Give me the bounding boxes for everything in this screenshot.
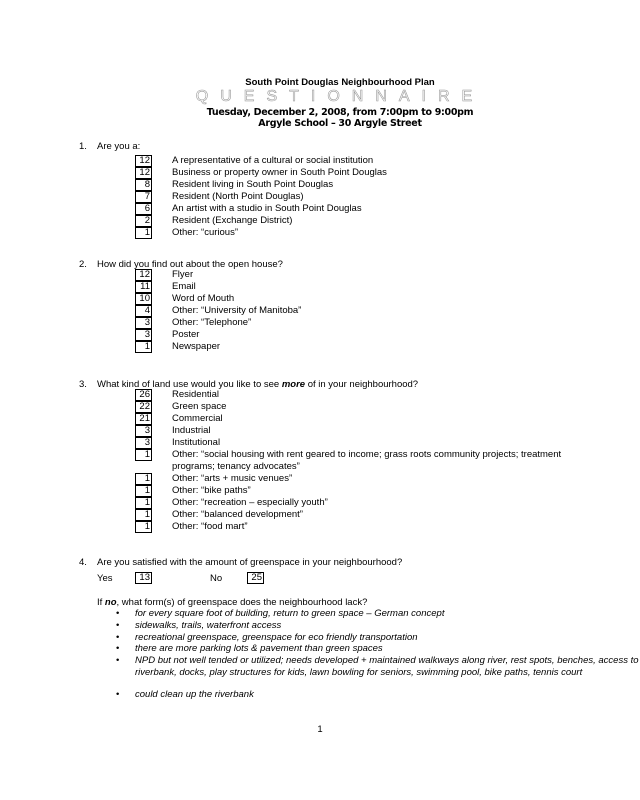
bullet-icon: •: [116, 689, 120, 700]
event-location: Argyle School – 30 Argyle Street: [258, 118, 422, 129]
followup-question: [97, 597, 367, 608]
count-box: 11: [135, 281, 152, 293]
count-box: 3: [135, 437, 152, 449]
bullet-icon: •: [116, 643, 120, 654]
count-box: 1: [135, 509, 152, 521]
option-label: Word of Mouth: [172, 293, 235, 304]
question-text-start: What kind of land use would you like to see: [97, 379, 282, 390]
option-label: Institutional: [172, 437, 221, 448]
option-label: Poster: [172, 329, 200, 340]
question-number: 4.: [79, 557, 87, 568]
count-box: 7: [135, 191, 152, 203]
question-text-end: of in your neighbourhood?: [305, 379, 419, 390]
page-number: 1: [317, 724, 323, 735]
questionnaire-banner: QUESTIONNAIRE: [195, 88, 485, 105]
count-box: 1: [135, 473, 152, 485]
count-box: 1: [135, 227, 152, 239]
option-label: Other: “social housing with rent geared to income; grass roots community projects; treatment programs; tenancy advocates”: [172, 449, 562, 472]
option-label: Other: “arts + music venues”: [172, 473, 293, 484]
bullet-text: sidewalks, trails, waterfront access: [135, 620, 282, 631]
count-box: 12: [135, 167, 152, 179]
followup-prefix: If: [97, 597, 105, 608]
option-label: Other: “curious”: [172, 227, 238, 238]
option-label: Residential: [172, 389, 219, 400]
count-box: 1: [135, 341, 152, 353]
bullet-icon: •: [116, 620, 120, 631]
bullet-icon: •: [116, 608, 120, 619]
emphasis-no: no: [104, 597, 117, 608]
option-label: Email: [172, 281, 196, 292]
count-box: 12: [135, 269, 152, 281]
yes-count-box: 13: [135, 572, 152, 584]
option-label: An artist with a studio in South Point Douglas: [172, 203, 362, 214]
bullet-text: could clean up the riverbank: [135, 689, 254, 700]
question-text: Are you satisfied with the amount of greenspace in your neighbourhood?: [97, 557, 403, 568]
count-box: 3: [135, 317, 152, 329]
count-box: 1: [135, 521, 152, 533]
yes-label: Yes: [97, 573, 113, 584]
bullet-icon: •: [116, 632, 120, 643]
emphasis-more: more: [281, 379, 306, 390]
option-label: Industrial: [172, 425, 211, 436]
question-text: Are you a:: [97, 141, 141, 152]
count-box: 4: [135, 305, 152, 317]
option-label: Other: “bike paths”: [172, 485, 251, 496]
count-box: 1: [135, 497, 152, 509]
option-label: Business or property owner in South Point Douglas: [172, 167, 387, 178]
option-label: Other: “balanced development”: [172, 509, 303, 520]
option-label: Flyer: [172, 269, 194, 280]
count-box: 22: [135, 401, 152, 413]
count-box: 3: [135, 425, 152, 437]
question-number: 3.: [79, 379, 87, 390]
count-box: 12: [135, 155, 152, 167]
option-label: Resident (North Point Douglas): [172, 191, 304, 202]
option-label: Other: “food mart”: [172, 521, 248, 532]
option-label: Green space: [172, 401, 227, 412]
count-box: 6: [135, 203, 152, 215]
bullet-text: recreational greenspace, greenspace for eco friendly transportation: [135, 632, 418, 643]
option-label: Other: “University of Manitoba”: [172, 305, 302, 316]
count-box: 8: [135, 179, 152, 191]
bullet-text: NPD but not well tended or utilized; needs developed + maintained walkways along river, rest spots, benches, access to riverbank, docks, play structures for kids, lawn bowling for seniors, swimming pool, bike paths, tennis court: [135, 655, 639, 678]
option-label: A representative of a cultural or social institution: [172, 155, 374, 166]
count-box: 21: [135, 413, 152, 425]
followup-text: , what form(s) of greenspace does the neighbourhood lack?: [116, 597, 368, 608]
option-label: Other: “recreation – especially youth”: [172, 497, 328, 508]
bullet-text: there are more parking lots & pavement than green spaces: [135, 643, 383, 654]
option-label: Other: “Telephone”: [172, 317, 252, 328]
count-box: 1: [135, 485, 152, 497]
option-label: Commercial: [172, 413, 223, 424]
bullet-text: for every square foot of building, return to green space – German concept: [135, 608, 445, 619]
no-label: No: [210, 573, 223, 584]
bullet-icon: •: [116, 655, 120, 666]
document-title: South Point Douglas Neighbourhood Plan: [245, 77, 435, 88]
count-box: 26: [135, 389, 152, 401]
event-date: Tuesday, December 2, 2008, from 7:00pm to 9:00pm: [206, 107, 474, 118]
question-number: 1.: [79, 141, 87, 152]
count-box: 1: [135, 449, 152, 461]
option-label: Resident (Exchange District): [172, 215, 293, 226]
question-text: How did you find out about the open house?: [97, 259, 283, 270]
option-label: Resident living in South Point Douglas: [172, 179, 334, 190]
no-count-box: 25: [247, 572, 264, 584]
option-label: Newspaper: [172, 341, 221, 352]
count-box: 3: [135, 329, 152, 341]
count-box: 10: [135, 293, 152, 305]
question-number: 2.: [79, 259, 87, 270]
count-box: 2: [135, 215, 152, 227]
